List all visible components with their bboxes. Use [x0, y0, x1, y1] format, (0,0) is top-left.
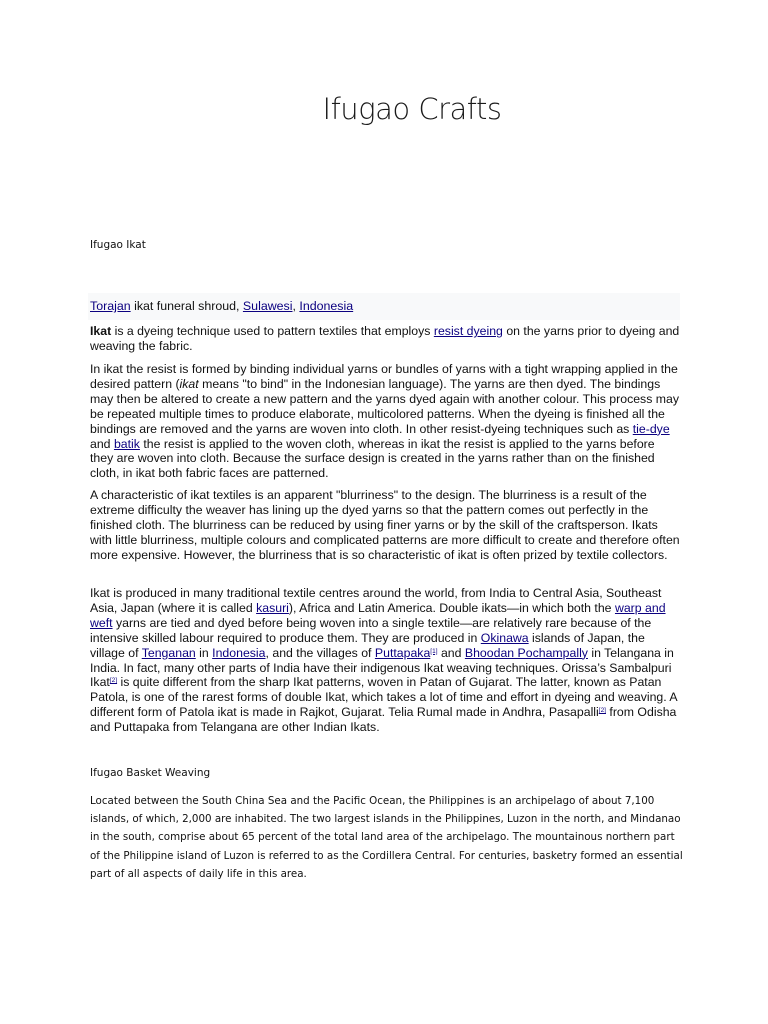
term-ikat: Ikat: [90, 324, 112, 338]
text: is a dyeing technique used to pattern textiles that employs: [111, 324, 434, 338]
image-caption: [88, 293, 680, 320]
paragraph-ikat-definition: [90, 324, 680, 354]
text: on the yarns prior to dyeing and weaving the fabric.: [90, 324, 680, 353]
caption-text: ikat funeral shroud,: [130, 299, 243, 313]
link-kasuri[interactable]: kasuri: [256, 600, 289, 615]
paragraph-ikat-production: [90, 586, 680, 735]
link-okinawa[interactable]: Okinawa: [480, 630, 529, 645]
italic-term: ikat: [179, 376, 199, 391]
section-heading-ikat: Ifugao Ikat: [90, 239, 146, 251]
document-title: Ifugao Crafts: [322, 92, 502, 126]
link-warp-and-weft[interactable]: warp and weft: [90, 600, 666, 630]
link-batik[interactable]: batik: [113, 436, 140, 451]
link-indonesia-2[interactable]: Indonesia: [212, 645, 266, 660]
text: ), Africa and Latin America. Double ikats—in which both the: [288, 600, 615, 615]
text: in: [195, 645, 213, 660]
text: the resist is applied to the woven cloth, whereas in ikat the resist is applied to the yarns before they are woven into cloth. Because the surface design is created in the yarns rather than on the finished cloth, in ikat both fabric faces are patterned.: [90, 436, 655, 481]
section-heading-basket-weaving: Ifugao Basket Weaving: [90, 767, 211, 779]
link-sulawesi[interactable]: Sulawesi: [242, 299, 293, 313]
text: In ikat the resist is formed by binding individual yarns or bundles of yarns with a tight wrapping applied in the desired pattern (: [90, 362, 678, 391]
text: means "to bind" in the Indonesian language). The yarns are then dyed. The bindings may then be altered to create a new pattern and the yarns dyed again with another colour. This process may be repeated multiple times to produce elaborate, multicolored patterns. When the dyeing is finished all the bindings are removed and the yarns are woven into cloth. In other resist-dyeing techniques such as: [90, 376, 680, 436]
text: in Telangana in India. In fact, many other parts of India have their indigenous Ikat weaving techniques. Orissa’s Sambalpuri Ikat: [90, 645, 674, 690]
text: and: [437, 645, 465, 660]
footnote-ref-2[interactable]: [2]: [109, 677, 118, 685]
caption-separator: ,: [292, 299, 300, 313]
text: islands of Japan, the village of: [90, 630, 645, 660]
link-indonesia[interactable]: Indonesia: [299, 299, 354, 313]
text: from Odisha and Puttapaka from Telangana are other Indian Ikats.: [90, 705, 677, 735]
text: Ikat is produced in many traditional textile centres around the world, from India to Central Asia, Southeast Asia, Japan (where it is called: [90, 586, 662, 615]
link-bhoodan-pochampally[interactable]: Bhoodan Pochampally: [464, 645, 588, 660]
paragraph-ikat-process: [90, 362, 680, 481]
paragraph-ikat-blurriness: A characteristic of ikat textiles is an apparent "blurriness" to the design. The blurriness is a result of the extreme difficulty the weaver has lining up the dyed yarns so that the pattern comes out perfectly in the finished cloth. The blurriness can be reduced by using finer yarns or by the skill of the craftsperson. Ikats with little blurriness, multiple colours and complicated patterns are more difficult to create and therefore often more expensive. However, the blurriness that is so characteristic of ikat is often prized by textile collectors.: [90, 488, 680, 562]
link-torajan[interactable]: Torajan: [90, 299, 131, 313]
text: , and the villages of: [265, 645, 375, 660]
paragraph-basket-weaving: Located between the South China Sea and the Pacific Ocean, the Philippines is an archipelago of about 7,100 islands, of which, 2,000 are inhabited. The two largest islands in the Philippines, Luzon in the north, and Mindanao in the south, comprise about 65 percent of the total land area of the archipelago. The mountainous northern part of the Philippine island of Luzon is referred to as the Cordillera Central. For centuries, basketry formed an essential part of all aspects of daily life in this area.: [90, 795, 683, 880]
link-resist-dyeing[interactable]: resist dyeing: [433, 324, 503, 338]
link-puttapaka[interactable]: Puttapaka: [374, 645, 431, 660]
link-tenganan[interactable]: Tenganan: [141, 645, 196, 660]
link-tie-dye[interactable]: tie-dye: [632, 421, 670, 436]
text: and: [90, 436, 114, 451]
text: is quite different from the sharp Ikat patterns, woven in Patan of Gujarat. The latter, known as Patan Patola, is one of the rarest forms of double Ikat, which takes a lot of time and effort in dyeing and weaving. A different form of Patola ikat is made in Rajkot, Gujarat. Telia Rumal made in Andhra, Pasapalli: [90, 675, 677, 720]
footnote-ref-1[interactable]: [1]: [430, 647, 438, 655]
text: yarns are tied and dyed before being woven into a single textile—are relatively rare because of the intensive skilled labour required to produce them. They are produced in: [90, 615, 652, 645]
footnote-ref-2b[interactable]: [2]: [598, 707, 606, 715]
